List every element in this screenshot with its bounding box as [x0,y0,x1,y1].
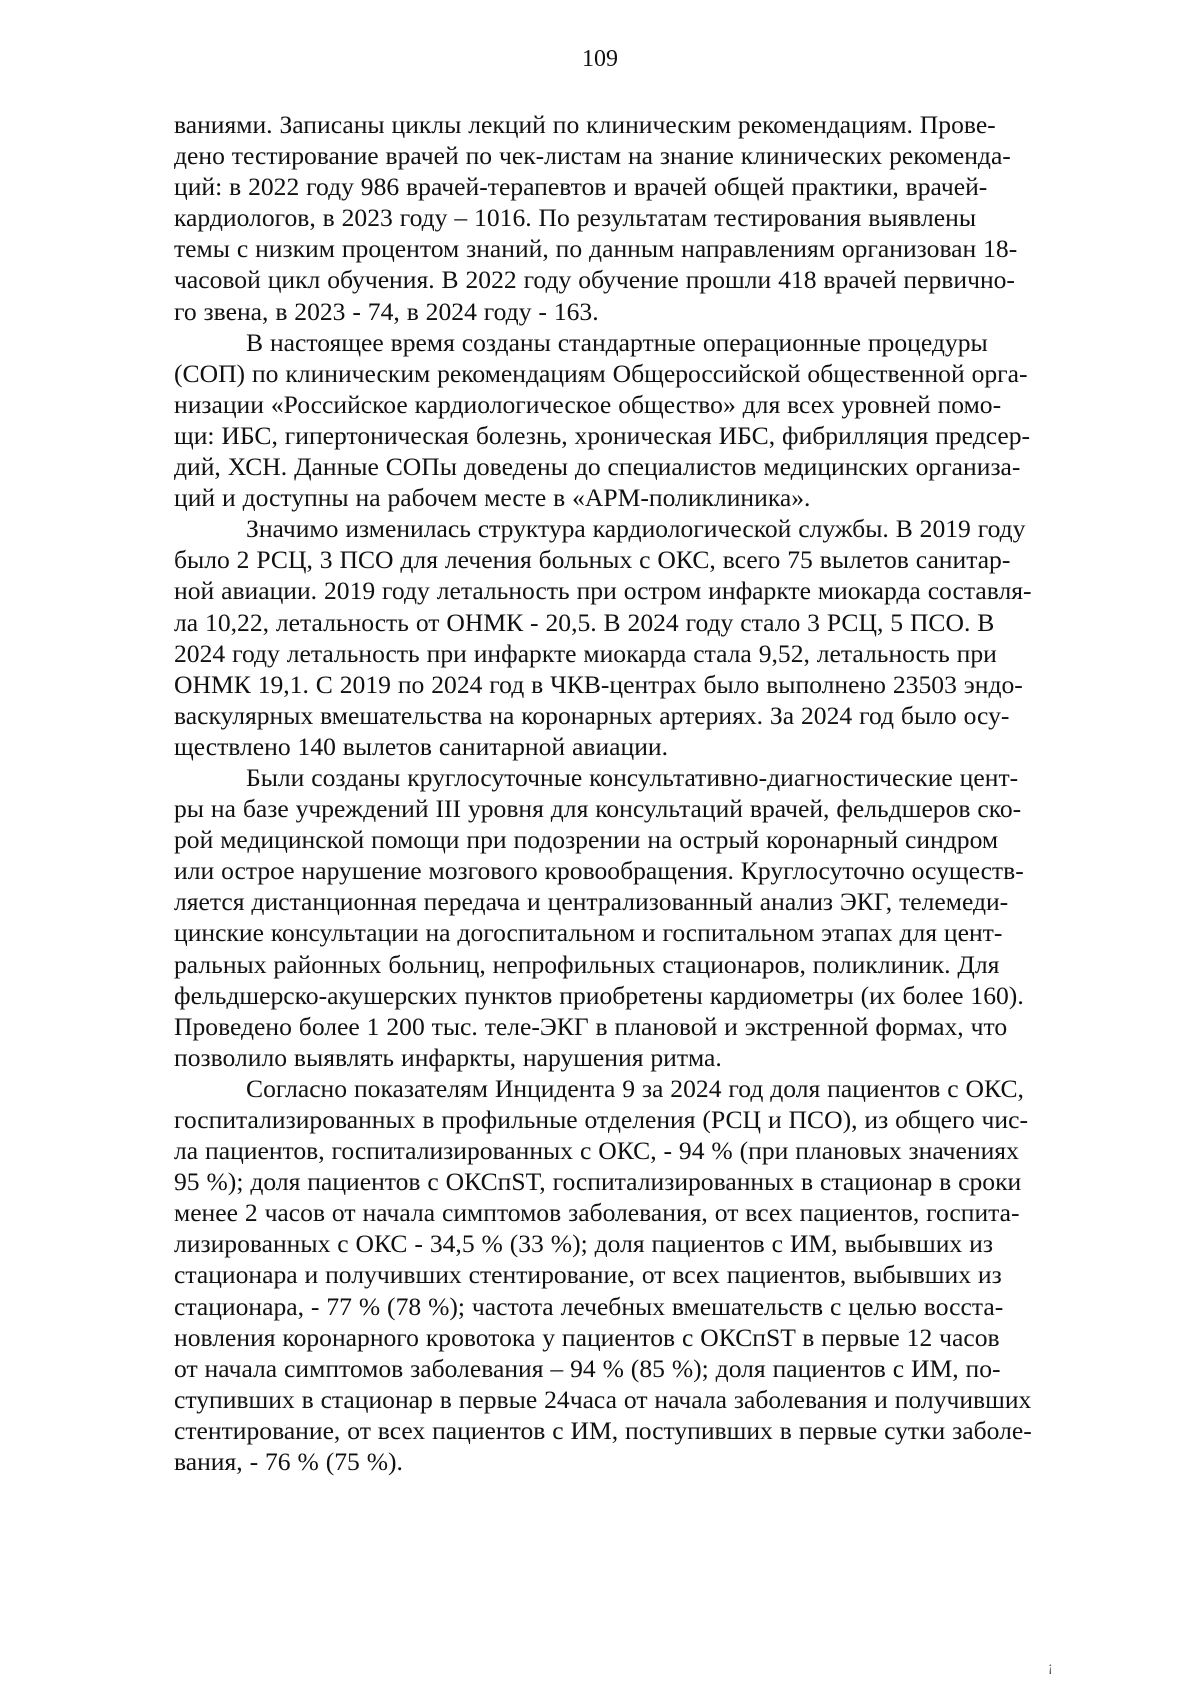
stray-scan-mark: ¡ [1048,1660,1053,1675]
paragraph-5: Согласно показателям Инцидента 9 за 2024 год доля пациентов с ОКС, госпитализированных в профильные отделения (РСЦ и ПСО), из общего чис- ла пациентов, госпитализированных с ОКС, - 94 % (при плановых значениях 95 %); доля пациентов с ОКСпST, госпитализированных в стационар в сроки менее 2 часов от начала симптомов заболевания, от всех пациентов, госпита- лизированных с ОКС - 34,5 % (33 %); доля пациентов с ИМ, выбывших из стационара и получивших стентирование, от всех пациентов, выбывших из стационара, - 77 % (78 %); частота лечебных вмешательств с целью восста- новления коронарного кровотока у пациентов с ОКСпST в первые 12 часов от начала симптомов заболевания – 94 % (85 %); доля пациентов с ИМ, по- ступивших в стационар в первые 24часа от начала заболевания и получивших стентирование, от всех пациентов с ИМ, поступивших в первые сутки заболе- вания, - 76 % (75 %). [174,1073,1032,1477]
body-text [174,109,1112,1477]
paragraph-1: ваниями. Записаны циклы лекций по клиническим рекомендациям. Прове- дено тестирование врачей по чек-листам на знание клинических рекоменда- ций: в 2022 году 986 врачей-терапевтов и врачей общей практики, врачей- кардиологов, в 2023 году – 1016. По результатам тестирования выявлены темы с низким процентом знаний, по данным направлениям организован 18- часовой цикл обучения. В 2022 году обучение прошли 418 врачей первично- го звена, в 2023 - 74, в 2024 году - 163. [174,110,1018,326]
page-number: 109 [582,46,618,72]
paragraph-3: Значимо изменилась структура кардиологической службы. В 2019 году было 2 РСЦ, 3 ПСО для лечения больных с ОКС, всего 75 вылетов санитар- ной авиации. 2019 году летальность при остром инфаркте миокарда составля- ла 10,22, летальность от ОНМК - 20,5. В 2024 году стало 3 РСЦ, 5 ПСО. В 2024 году летальность при инфаркте миокарда стала 9,52, летальность при ОНМК 19,1. С 2019 по 2024 год в ЧКВ-центрах было выполнено 23503 эндо- васкулярных вмешательства на коронарных артериях. За 2024 год было осу- ществлено 140 вылетов санитарной авиации. [174,514,1032,761]
paragraph-4: Были созданы круглосуточные консультативно-диагностические цент- ры на базе учреждений III уровня для консультаций врачей, фельдшеров ско- рой медицинской помощи при подозрении на острый коронарный синдром или острое нарушение мозгового кровообращения. Круглосуточно осуществ- ляется дистанционная передача и централизованный анализ ЭКГ, телемеди- цинские консультации на догоспитальном и госпитальном этапах для цент- ральных районных больниц, непрофильных стационаров, поликлиник. Для фельдшерско-акушерских пунктов приобретены кардиометры (их более 160). Проведено более 1 200 тыс. теле-ЭКГ в плановой и экстренной формах, что позволило выявлять инфаркты, нарушения ритма. [174,762,1024,1072]
paragraph-2: В настоящее время созданы стандартные операционные процедуры (СОП) по клиническим рекомендациям Общероссийской общественной орга- низации «Российское кардиологическое общество» для всех уровней помо- щи: ИБС, гипертоническая болезнь, хроническая ИБС, фибрилляция предсер- дий, ХСН. Данные СОПы доведены до специалистов медицинских организа- ций и доступны на рабочем месте в «АРМ-поликлиника». [174,327,1031,513]
